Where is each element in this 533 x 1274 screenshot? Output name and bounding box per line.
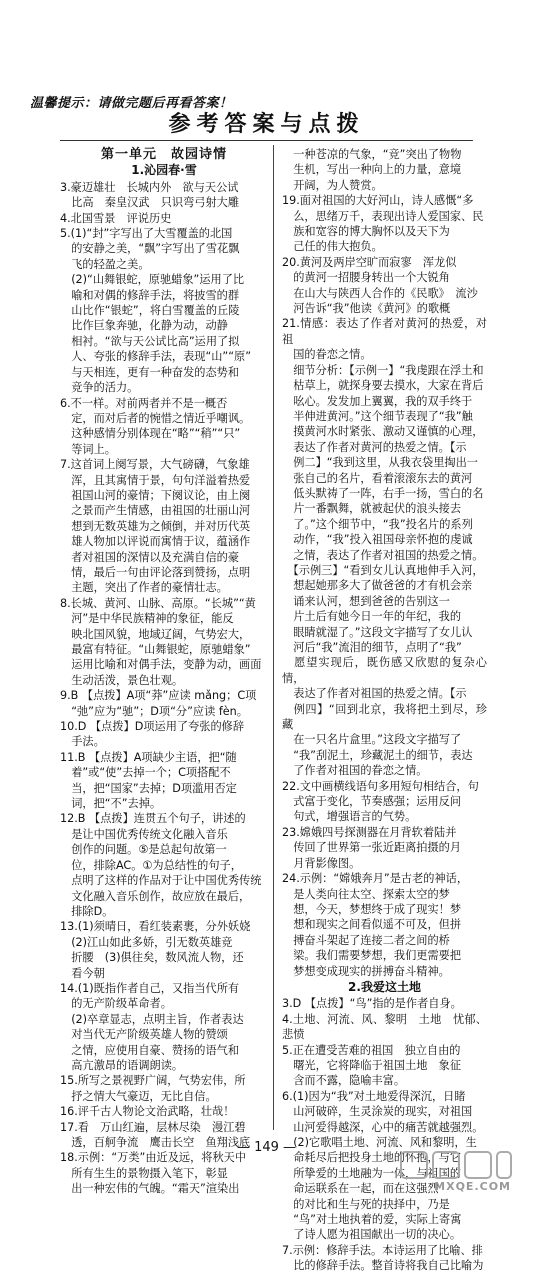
answer-line: 映北国风貌，地域辽阔，气势宏大， xyxy=(60,627,251,641)
answer-line: 与天相连，更有一种奋发的态势和 xyxy=(60,365,240,379)
answer-line: 这种感情分别体现在“略”“稍”“只” xyxy=(60,427,241,441)
answer-line: “鸟”对土地执着的爱，实际上寄寓 xyxy=(282,1213,462,1227)
answer-line: 7.这首词上阕写景，大气磅礴，气象雄 xyxy=(60,458,250,472)
answer-line: 片一番飘舞，就被起伏的浪头接去 xyxy=(282,502,462,516)
answer-line: 对当代无产阶级英雄人物的赞颂 xyxy=(60,1028,228,1042)
answer-line: 之情，应使用自豪、赞扬的语气和 xyxy=(60,1043,240,1057)
answer-line: 梦想变成现实的拼搏奋斗精神。 xyxy=(282,964,450,978)
answer-line: 低头默祷了一阵，右手一扬，雪白的名 xyxy=(282,486,484,500)
answer-line: 山河爱得越深，心中的痛苦就越强烈。 xyxy=(282,1120,484,1134)
answer-line: 23.嫦娥四号探测器在月背软着陆并 xyxy=(282,825,457,839)
answer-line: 月背影像图。 xyxy=(282,856,361,870)
answer-line: 11.B 【点拨】A项缺少主语，把“随 xyxy=(60,750,237,764)
section-title: 1.沁园春·雪 xyxy=(131,163,197,178)
answer-line: 河”是中华民族精神的象征，能反 xyxy=(60,612,234,626)
answer-line: 8.长城、黄河、山脉、高原。“长城”“黄 xyxy=(60,596,256,610)
answer-line: 14.(1)既指作者自己，又指当代所有 xyxy=(60,981,240,995)
answer-line: 浑，且其寓情于景，句句洋溢着热爱 xyxy=(60,473,251,487)
answer-line: (2)卒章显志，点明主旨，作者表达 xyxy=(60,1012,244,1026)
answer-line: 动作，“我”投入祖国母亲怀抱的虔诚 xyxy=(282,533,473,547)
answer-line: 想和现实之间看似遥不可及，但拼 xyxy=(282,918,462,932)
answer-line: 运用比喻和对偶手法，变静为动，画面 xyxy=(60,658,262,672)
answer-line: 排除D。 xyxy=(60,904,114,918)
answer-line: 高亢激昂的语调朗读。 xyxy=(60,1058,184,1072)
answer-line: 21.情感：表达了作者对黄河的热爱，对祖 xyxy=(282,317,487,346)
answer-line: 梁。我们需要梦想，我们更需要把 xyxy=(282,949,462,963)
answer-line: 者对祖国的深情以及充满自信的豪 xyxy=(60,550,240,564)
answer-line: 诵来认河，想到爸爸的告别这一 xyxy=(282,594,450,608)
column-divider xyxy=(273,145,274,1130)
answer-line: 文化融入音乐创作，故应放在最后， xyxy=(60,889,251,903)
right-answer-lines-2 xyxy=(282,996,487,1273)
answer-line: 情，最后一句由评论落到赞扬，点明 xyxy=(60,565,251,579)
answer-line: 是人类向往太空、探索太空的梦 xyxy=(282,887,450,901)
answer-line: 了。”这个细节中，“我”投名片的系列 xyxy=(282,517,473,531)
answer-line: 生机，写出一种向上的力量，意境 xyxy=(282,163,462,177)
answer-line: 一种苍凉的气象，“竞”突出了物物 xyxy=(282,148,462,161)
answer-line: 传回了世界第一张近距离拍摄的月 xyxy=(282,841,462,855)
answer-line: 19.面对祖国的大好河山，诗人感慨“多 xyxy=(282,194,474,208)
answer-line: 了作者对祖国的眷恋之情。 xyxy=(282,764,428,778)
answer-line: 17.看 万山红遍，层林尽染 漫江碧 xyxy=(60,1120,246,1134)
answer-line: 山比作“银蛇”，将白雪覆盖的丘陵 xyxy=(60,304,240,318)
right-answer-lines xyxy=(282,147,487,979)
answer-line: 的对比和生与死的抉择中，乃是 xyxy=(282,1197,450,1211)
answer-line: 在一只名片盒里。”这段文字描写了 xyxy=(282,733,462,747)
section-title-2: 2.我爱这土地 xyxy=(348,979,421,994)
answer-line: 河告诉“我”他读《黄河》的歌概 xyxy=(282,302,451,316)
answer-line: 开阔，为人赞赏。 xyxy=(282,178,383,192)
answer-line: (2)它歌唱土地、河流、风和黎明，生 xyxy=(282,1136,477,1149)
answer-line: 想起她那多大了做爸爸的才有机会亲 xyxy=(282,579,473,593)
answer-line: 最富有特征。“山舞银蛇，原驰蜡象” xyxy=(60,643,251,656)
answer-line: 主题，突出了作者的豪情壮志。 xyxy=(60,581,228,595)
answer-line: 5.正在遭受苦难的祖国 独立自由的 xyxy=(282,1043,461,1057)
answer-line: 6.不一样。对前两者并不是一概否 xyxy=(60,396,228,410)
watermark-text: MXQE.COM xyxy=(434,1180,511,1193)
answer-line: 相衬。“欲与天公试比高”运用了拟 xyxy=(60,334,240,348)
answer-line: 的无产阶级革命者。 xyxy=(60,997,172,1011)
answer-line: 枯草上，就探身要去摸水，大家在背后 xyxy=(282,379,484,393)
answer-line: 看今朝 xyxy=(60,966,105,980)
answer-line: 句式，增强语言的气势。 xyxy=(282,810,417,824)
answer-line: 12.B 【点拨】连贯五个句子，讲述的 xyxy=(60,812,246,826)
reminder-tip: 温馨提示：请做完题后再看答案！ xyxy=(30,96,233,111)
answer-line: 是让中国优秀传统文化融入音乐 xyxy=(60,827,228,841)
answer-line: 3.豪迈雄壮 长城内外 欲与天公试 xyxy=(60,180,239,194)
answer-line: 透，百舸争流 鹰击长空 鱼翔浅底 xyxy=(60,1136,251,1149)
answer-line: 之景而产生情感，由祖国的壮丽山河 xyxy=(60,504,251,518)
answer-line: 细节分析：【示例一】“我虔跟在浮土和 xyxy=(282,363,484,377)
answer-line: 喻和对偶的修辞手法，将披雪的群 xyxy=(60,288,240,302)
title-rule xyxy=(60,140,473,141)
left-answer-lines xyxy=(60,180,268,1197)
answer-line: 命耗尽后把投身土地的怀抱，与它 xyxy=(282,1151,462,1165)
unit-title: 第一单元 故园诗情 xyxy=(100,147,227,162)
answer-line: 张自己的名片，看着滚滚东去的黄河 xyxy=(282,471,473,485)
answer-line: (2)江山如此多娇，引无数英雄竞 xyxy=(60,935,233,949)
page-number: — 149 — xyxy=(236,1140,297,1155)
answer-line: “弛”应为“驰”；D项“分”应读 fèn。 xyxy=(60,704,248,718)
answer-line: 竞争的活力。 xyxy=(60,381,139,395)
answer-line: 9.B 【点拨】A项“莽”应读 mǎng；C项 xyxy=(60,689,257,703)
answer-line: 飞的轻盈之美。 xyxy=(60,257,150,271)
answer-line: 半伸进黄河。”这个细节表现了“我”触 xyxy=(282,409,473,423)
answer-line: 摸黄河水时紧张、激动又谨慎的心理， xyxy=(282,425,484,439)
answer-line: 之情，表达了作者对祖国的热爱之情。 xyxy=(282,548,484,562)
answer-line: 16.评千古人物论文治武略，壮哉！ xyxy=(60,1105,235,1119)
answer-line: 生动活泼，景色壮观。 xyxy=(60,673,184,687)
answer-line: 想，今天，梦想终于成了现实！梦 xyxy=(282,902,462,916)
answer-line: 20.黄河及两岸空旷而寂寥 浑龙似 xyxy=(282,255,457,269)
answer-line: 愿望实现后，既伤感又欣慰的复杂心情， xyxy=(282,656,487,685)
answer-line: 例四】“回到北京，我将把土到尽，珍藏 xyxy=(282,702,487,732)
answer-line: 18.示例：“万类”由近及远，将秋天中 xyxy=(60,1151,247,1165)
answer-line: 【示例三】“看到女儿认真地伸手入河， xyxy=(282,563,484,577)
answer-line: 定，而对后者的惋惜之情近乎嘲讽。 xyxy=(60,411,251,425)
page-title: 参考答案与点拨 xyxy=(168,111,365,137)
answer-line: 族和宽容的博大胸怀以及天下为 xyxy=(282,225,450,239)
answer-line: 曙光，它将降临于祖国土地 象征 xyxy=(282,1058,462,1072)
answer-line: 命运联系在一起，而在这强烈 xyxy=(282,1182,439,1196)
answer-line: 抒之情大气豪迈，无比自信。 xyxy=(60,1089,217,1103)
answer-line: 词，把“不”去掉。 xyxy=(60,797,162,811)
answer-line: 的安静之美，“飘”字写出了雪花飘 xyxy=(60,242,240,256)
answer-line: 10.D 【点拨】D项运用了夸张的修辞 xyxy=(60,720,245,734)
answer-line: 位，排除AC。①为总结性的句子， xyxy=(60,858,242,872)
answer-line: 4.北国雪景 评说历史 xyxy=(60,211,172,225)
answer-line: 例二】“我到这里，从我衣袋里掏出一 xyxy=(282,456,478,470)
answer-line: 表达了作者对祖国的热爱之情。【示 xyxy=(282,687,467,701)
answer-line: (2)“山舞银蛇，原驰蜡象”运用了比 xyxy=(60,273,245,287)
answer-line: 己任的伟大抱负。 xyxy=(282,240,383,254)
answer-line: 人、夸张的修辞手法，表现“山”“原” xyxy=(60,350,251,364)
answer-line: 等词上。 xyxy=(60,442,116,456)
answer-line: 6.(1)因为“我”对土地爱得深沉，日睹 xyxy=(282,1089,466,1103)
answer-line: 手法。 xyxy=(60,735,105,749)
answer-line: 山河破碎，生灵涂炭的现实，对祖国 xyxy=(282,1105,473,1119)
answer-line: 的黄河一招腰身转出一个大锐角 xyxy=(282,271,450,285)
answer-line: 含而不露，隐喻丰富。 xyxy=(282,1074,406,1088)
answer-line: 式富于变化，节奏感强；运用反问 xyxy=(282,795,462,809)
answer-line: 出一种宏伟的气魄。“霜天”渲染出 xyxy=(60,1182,240,1196)
answer-line: 15.所写之景视野广阔，气势宏伟，所 xyxy=(60,1074,246,1088)
answer-line: “我”刮泥土，珍藏泥土的细节，表达 xyxy=(282,748,473,762)
answer-line: 着”或“使”去掉一个；C项搭配不 xyxy=(60,766,231,780)
answer-line: 折腰 (3)俱往矣，数风流人物，还 xyxy=(60,951,244,965)
answer-line: 了诗人愿为祖国献出一切的决心。 xyxy=(282,1228,462,1242)
answer-line: 13.(1)须晴日，看红装素裹，分外妖娆 xyxy=(60,920,251,934)
answer-line: 7.示例：修辞手法。本诗运用了比喻、排 xyxy=(282,1243,483,1257)
answer-line: 比的修辞手法。整首诗将我自己比喻为 xyxy=(282,1259,484,1273)
answer-line: 比高 秦皇汉武 只识弯弓射大雕 xyxy=(60,196,240,210)
answer-line: 么，思绪万千，表现出诗人爱国家、民 xyxy=(282,209,484,223)
answer-line: 河后“我”流泪的细节，点明了“我” xyxy=(282,641,462,654)
answer-line: 想到无数英雄为之倾倒，并对历代英 xyxy=(60,519,251,533)
answer-line: 眼睛就湿了。”这段文字描写了女儿认 xyxy=(282,625,473,639)
answer-line: 吆心。发发加上翼翼，我的双手终于 xyxy=(282,394,473,408)
answer-line: 祖国山河的豪情；下阕议论，由上阕 xyxy=(60,488,251,502)
answer-line: 表达了作者对黄河的热爱之情。【示 xyxy=(282,440,467,454)
answer-line: 国的眷恋之情。 xyxy=(282,348,372,362)
answer-line: 搏奋斗架起了连接二者之间的桥 xyxy=(282,933,450,947)
answer-line: 3.D 【点拨】“鸟”指的是作者自身。 xyxy=(282,997,462,1011)
answer-line: 22.文中画横线语句多用短句相结合，句 xyxy=(282,779,479,793)
answer-line: 比作巨象奔驰，化静为动，动静 xyxy=(60,319,228,333)
answer-line: 创作的问题。⑤是总起句故第一 xyxy=(60,843,227,857)
answer-line: 所挚爱的土地融为一体，与祖国的 xyxy=(282,1166,462,1180)
answer-line: 在山大与陕西人合作的《民歌》 流沙 xyxy=(282,286,478,300)
answer-line: 4.土地、河流、风、黎明 土地 忧郁、悲愤 xyxy=(282,1012,487,1042)
answer-line: 24.示例：“嫦娥奔月”是古老的神话， xyxy=(282,872,469,886)
answer-line: 雄人物加以评说而寓情于议，蕴涵作 xyxy=(60,535,251,549)
answer-line: 所有生生的景物摄入笔下，彰显 xyxy=(60,1166,228,1180)
answer-line: 点明了这样的作品对于让中国优秀传统 xyxy=(60,874,262,888)
answer-line: 5.(1)“封”字写出了大雪覆盖的北国 xyxy=(60,227,233,241)
answer-line: 当，把“国家”去掉；D项滥用否定 xyxy=(60,781,237,795)
answer-line: 片土后有她今日一年的年纪，我的 xyxy=(282,610,462,624)
